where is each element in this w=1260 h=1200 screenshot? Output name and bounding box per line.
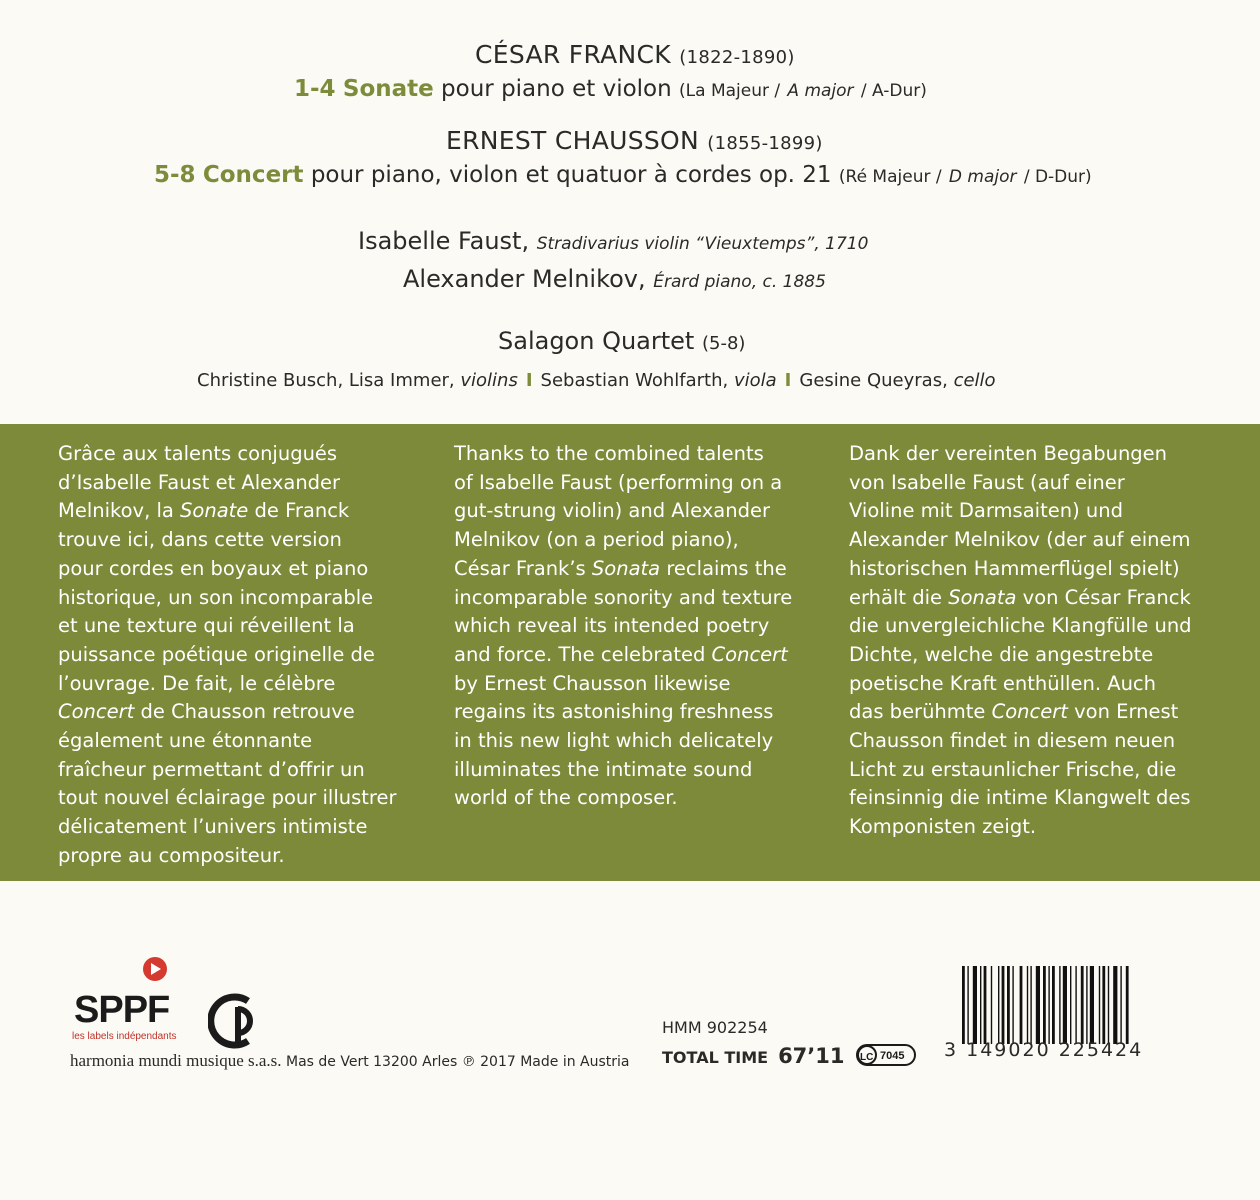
quartet-members <box>197 370 996 391</box>
members-viola-role: viola <box>733 370 777 391</box>
work1-key-de: / A-Dur) <box>860 81 927 101</box>
barcode-bar <box>1075 966 1076 1044</box>
notes-fr-text: de Franck trouve ici, dans cette version pour cordes en boyaux et piano historique, un son incomparable et une texture qui réveillent la puissance poétique originelle de l’ouvrage. De fait, le célèbre <box>58 499 375 695</box>
performer1-instrument: Stradivarius violin “Vieuxtemps”, 1710 <box>536 234 869 254</box>
work2-tracks: 5-8 <box>154 162 196 188</box>
work1-title: Sonate <box>342 76 434 102</box>
barcode-bar <box>980 966 981 1044</box>
barcode-number: 3 149020 225424 <box>944 1039 1144 1061</box>
barcode-bar <box>1099 966 1100 1044</box>
barcode-bar <box>1081 966 1084 1044</box>
performer2-line: Alexander Melnikov, Érard piano, c. 1885 <box>403 265 826 293</box>
composer2-name: ERNEST CHAUSSON <box>446 126 700 155</box>
work2-key-en: D major <box>948 167 1017 187</box>
barcode-bar <box>1086 966 1087 1044</box>
notes-de-italic: Concert <box>991 700 1068 724</box>
quartet-name: Salagon Quartet <box>498 327 695 355</box>
barcode-bar <box>1030 966 1031 1044</box>
notes-de-text: Dank der vereinten Begabungen von Isabelle Faust (auf einer Violine mit Darmsaiten) und Alexander Melnikov (der auf einem historischen Hammerflügel spielt) erhält die <box>849 442 1191 609</box>
notes-fr-italic: Sonate <box>180 499 249 523</box>
notes-en-text: by Ernest Chausson likewise regains its astonishing freshness in this new light which delicately illuminates the intimate sound world of the composer. <box>454 671 774 810</box>
barcode-bar <box>1012 966 1013 1044</box>
sppf-subtitle: les labels indépendants <box>72 1031 177 1042</box>
notes-de-text: von César Franck die unvergleichliche Klangfülle und Dichte, welche die angestrebte poetische Kraft enthüllen. Auch das berühmte <box>849 585 1192 724</box>
lc-code-icon <box>856 1043 918 1067</box>
notes-fr-italic: Concert <box>58 700 135 724</box>
barcode-bar <box>1090 966 1094 1044</box>
barcode-bar <box>1043 966 1046 1044</box>
members-violins: Christine Busch, Lisa Immer, <box>197 370 455 391</box>
lc-prefix: LC <box>860 1052 874 1063</box>
lc-code: 7045 <box>880 1050 905 1062</box>
barcode-bar <box>1102 966 1105 1044</box>
separator: I <box>525 370 533 391</box>
notes-en-text: Thanks to the combined talents of Isabelle Faust (performing on a gut-strung violin) and Alexander Melnikov (on a period piano), César Frank’s <box>454 442 783 580</box>
barcode-bar <box>1036 966 1040 1044</box>
notes-fr-text: Grâce aux talents conjugués d’Isabelle Faust et Alexander Melnikov, la <box>58 442 341 523</box>
notes-de-text: von Ernest Chausson findet in diesem neuen Licht zu erstaunlicher Frische, die feinsinnig die intime Klangwelt des Komponisten zeigt. <box>849 700 1191 839</box>
notes-en-text: reclaims the incomparable sonority and texture which reveal its intended poetry and force. The celebrated <box>454 556 793 666</box>
barcode-bar <box>1052 966 1055 1044</box>
label-name: harmonia mundi musique s.a.s. <box>70 1051 282 1070</box>
work1-tracks: 1-4 <box>294 76 336 102</box>
work2-key-fr: (Ré Majeur / <box>838 167 942 187</box>
work2-desc: pour piano, violon et quatuor à cordes op. 21 <box>310 162 832 188</box>
barcode-bar <box>1059 966 1060 1044</box>
notes-english <box>454 440 804 813</box>
sppf-play-icon <box>76 956 176 986</box>
members-viola: Sebastian Wohlfarth, <box>540 370 729 391</box>
barcode-bar <box>1007 966 1010 1044</box>
barcode-bar <box>1048 966 1049 1044</box>
notes-fr-text: de Chausson retrouve également une étonnante fraîcheur permettant d’offrir un tout nouvel éclairage pour illustrer délicatement l’univers intimiste propre au compositeur. <box>58 700 397 867</box>
total-time-line <box>662 1044 845 1068</box>
work2-title: Concert <box>202 162 304 188</box>
composer2-dates: (1855-1899) <box>707 133 823 154</box>
work1-key-en: A major <box>787 81 854 101</box>
barcode <box>962 966 1184 1044</box>
total-time-label: TOTAL TIME <box>662 1048 769 1067</box>
performer1-name: Isabelle Faust <box>358 227 522 255</box>
work2-line <box>154 162 1092 188</box>
quartet-line <box>498 327 745 355</box>
notes-en-italic: Concert <box>711 642 788 666</box>
barcode-bar <box>1120 966 1121 1044</box>
quartet-tracks: (5-8) <box>701 333 746 354</box>
label-address: Mas de Vert 13200 Arles ℗ 2017 Made in Austria <box>285 1054 630 1070</box>
barcode-bar <box>962 966 965 1044</box>
members-cello: Gesine Queyras, <box>799 370 948 391</box>
barcode-bar <box>1070 966 1071 1044</box>
members-cello-role: cello <box>953 370 996 391</box>
barcode-bar <box>967 966 968 1044</box>
members-violins-role: violins <box>460 370 518 391</box>
notes-en-italic: Sonata <box>591 556 661 580</box>
total-time-value: 67’11 <box>778 1044 845 1068</box>
performer1-line: Isabelle Faust, Stradivarius violin “Vieuxtemps”, 1710 <box>358 227 869 255</box>
composer1-dates: (1822-1890) <box>679 47 795 68</box>
notes-german <box>849 440 1219 842</box>
composer2-line <box>446 126 823 155</box>
notes-french <box>58 440 403 871</box>
barcode-bar <box>1020 966 1023 1044</box>
cp-logo-icon <box>208 993 270 1049</box>
composer1-name: CÉSAR FRANCK <box>475 40 671 69</box>
work1-line <box>294 76 927 102</box>
work2-key-de: / D-Dur) <box>1023 167 1092 187</box>
label-line <box>70 1051 630 1071</box>
barcode-bar <box>1063 966 1067 1044</box>
barcode-bar <box>1027 966 1028 1044</box>
barcode-bar <box>984 966 987 1044</box>
barcode-bar <box>1002 966 1005 1044</box>
footer <box>0 881 1260 1200</box>
barcode-bar <box>998 966 999 1044</box>
liner-notes-band <box>0 424 1260 881</box>
sppf-logo-text: SPPF <box>74 989 170 1031</box>
barcode-bar <box>991 966 992 1044</box>
catalog-number: HMM 902254 <box>662 1018 768 1037</box>
work1-desc: pour piano et violon <box>441 76 672 102</box>
barcode-bar <box>1126 966 1129 1044</box>
separator: I <box>784 370 792 391</box>
barcode-bar <box>1108 966 1109 1044</box>
performer2-instrument: Érard piano, c. 1885 <box>653 272 826 292</box>
notes-de-italic: Sonata <box>948 585 1017 609</box>
composer1-line <box>475 40 795 69</box>
barcode-bar <box>973 966 977 1044</box>
barcode-bar <box>1113 966 1117 1044</box>
performer2-name: Alexander Melnikov <box>403 265 638 293</box>
work1-key-fr: (La Majeur / <box>679 81 781 101</box>
